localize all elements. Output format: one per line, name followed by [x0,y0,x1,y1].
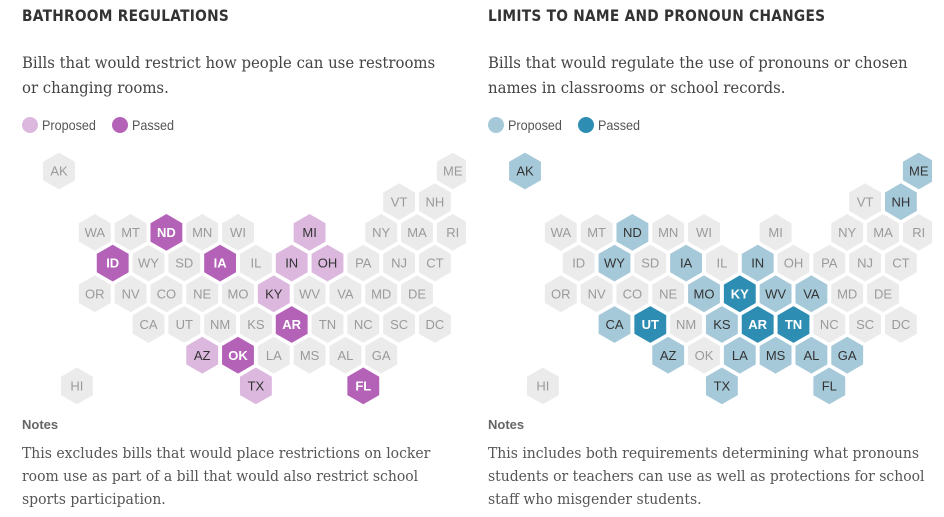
state-hex-fl[interactable] [347,368,379,405]
state-label: HI [70,378,84,394]
state-label: RI [446,225,460,240]
state-label: MO [227,286,249,302]
state-label: TX [247,378,265,394]
state-hex-pa[interactable] [813,245,845,282]
state-hex-ga[interactable] [831,337,863,374]
state-hex-tx[interactable] [706,368,738,405]
state-label: MO [693,286,715,302]
state-hex-nj[interactable] [849,245,881,282]
state-hex-ne[interactable] [186,275,218,312]
state-hex-az[interactable] [186,337,218,374]
state-label: WI [230,225,246,240]
state-hex-wy[interactable] [599,245,631,282]
state-label: MD [837,286,858,302]
state-hex-ms[interactable] [760,337,792,374]
state-label: OK [228,347,248,363]
state-hex-ct[interactable] [419,245,451,282]
state-hex-nd[interactable] [150,214,182,251]
state-label: AR [748,317,768,333]
state-hex-il[interactable] [240,245,272,282]
state-label: AL [337,347,354,363]
state-label: KS [247,317,265,333]
state-hex-fl[interactable] [813,368,845,405]
state-hex-ri[interactable] [903,214,932,251]
state-label: WV [765,286,787,302]
state-label: VA [803,286,820,302]
state-label: OK [694,347,714,363]
state-label: NM [675,317,697,333]
state-hex-tx[interactable] [240,368,272,405]
state-label: DC [891,317,911,333]
state-label: FL [355,378,372,394]
state-hex-wv[interactable] [760,275,792,312]
state-label: IA [679,255,693,271]
state-hex-nc[interactable] [347,306,379,343]
state-label: WI [696,225,712,240]
state-hex-de[interactable] [867,275,899,312]
state-label: UT [175,317,193,333]
state-label: CA [139,317,158,333]
state-label: AZ [659,347,677,363]
state-hex-mn[interactable] [186,214,218,251]
state-hex-ky[interactable] [258,275,290,312]
state-label: ND [623,225,642,240]
state-hex-la[interactable] [258,337,290,374]
legend-label: Proposed [42,117,96,133]
state-hex-ma[interactable] [401,214,433,251]
state-label: VT [856,194,874,210]
state-hex-mi[interactable] [760,214,792,251]
legend-label: Passed [598,117,641,133]
state-label: SC [390,317,409,333]
state-label: CO [622,286,643,302]
state-hex-nm[interactable] [204,306,236,343]
state-label: MI [302,225,317,240]
state-hex-wa[interactable] [545,214,577,251]
state-label: LA [265,347,282,363]
state-hex-ny[interactable] [831,214,863,251]
state-label: NJ [391,255,408,271]
state-label: ME [443,163,463,179]
state-label: UT [641,317,659,333]
state-hex-ms[interactable] [294,337,326,374]
state-hex-dc[interactable] [419,306,451,343]
state-label: NH [425,194,445,210]
legend-label: Passed [132,117,175,133]
panel-title: BATHROOM REGULATIONS [22,6,230,25]
state-hex-mo[interactable] [688,275,720,312]
state-hex-nj[interactable] [383,245,415,282]
state-hex-ok[interactable] [688,337,720,374]
state-hex-ar[interactable] [276,306,308,343]
state-hex-mt[interactable] [581,214,613,251]
state-label: ID [106,255,120,271]
state-label: NE [193,286,212,302]
hex-map-svg [466,0,932,517]
state-hex-ks[interactable] [240,306,272,343]
state-label: MD [371,286,392,302]
state-label: AZ [193,347,211,363]
state-label: DE [873,286,893,302]
state-label: NV [587,286,606,302]
state-hex-ca[interactable] [133,306,165,343]
state-label: DE [407,286,427,302]
state-label: WA [550,225,572,240]
state-label: TX [713,378,731,394]
state-label: RI [912,225,926,240]
state-hex-vt[interactable] [849,183,881,220]
state-hex-il[interactable] [706,245,738,282]
state-hex-id[interactable] [563,245,595,282]
state-hex-dc[interactable] [885,306,917,343]
name-pronoun-changes-panel [466,0,932,517]
hex-map-svg [0,0,466,517]
panel-subtitle: Bills that would restrict how people can use restrooms or changing rooms. [22,53,436,97]
us-hex-map [0,0,466,517]
state-label: NJ [857,255,874,271]
state-label: MN [192,225,213,240]
state-hex-hi[interactable] [61,368,93,405]
state-label: CO [156,286,177,302]
state-label: LA [731,347,748,363]
state-label: GA [837,347,857,363]
state-hex-me[interactable] [437,153,466,190]
state-hex-wa[interactable] [79,214,111,251]
state-hex-wi[interactable] [688,214,720,251]
state-hex-az[interactable] [652,337,684,374]
state-label: IL [716,255,728,271]
state-label: IN [285,255,299,271]
state-hex-mn[interactable] [652,214,684,251]
notes-heading: Notes [488,417,525,432]
state-hex-va[interactable] [795,275,827,312]
state-label: AR [282,317,302,333]
state-label: AK [50,163,68,179]
state-hex-sd[interactable] [168,245,200,282]
state-hex-nh[interactable] [885,183,917,220]
state-hex-ky[interactable] [724,275,756,312]
state-hex-ks[interactable] [706,306,738,343]
state-hex-sc[interactable] [849,306,881,343]
state-hex-de[interactable] [401,275,433,312]
state-hex-nh[interactable] [419,183,451,220]
state-label: ME [909,163,929,179]
state-label: WY [138,255,159,271]
state-label: PA [355,255,372,271]
state-hex-va[interactable] [329,275,361,312]
state-label: NH [891,194,911,210]
state-label: ND [157,225,176,240]
state-label: OH [317,255,338,271]
state-hex-ut[interactable] [634,306,666,343]
state-hex-nv[interactable] [581,275,613,312]
state-hex-co[interactable] [150,275,182,312]
notes-text: This excludes bills that would place restrictions on locker room use as part of a bill that would also restrict school sports participation. [22,444,431,508]
state-hex-ga[interactable] [365,337,397,374]
state-label: OR [85,286,105,302]
state-label: WV [299,286,321,302]
state-hex-in[interactable] [742,245,774,282]
state-hex-in[interactable] [276,245,308,282]
state-label: FL [821,378,837,394]
state-label: MT [587,225,606,240]
state-hex-ut[interactable] [168,306,200,343]
state-hex-nm[interactable] [670,306,702,343]
state-label: MA [407,225,427,240]
state-hex-pa[interactable] [347,245,379,282]
state-label: KY [265,286,283,302]
state-hex-nc[interactable] [813,306,845,343]
state-hex-sc[interactable] [383,306,415,343]
bathroom-regulations-panel [0,0,466,517]
state-hex-sd[interactable] [634,245,666,282]
legend-label: Proposed [508,117,562,133]
notes-text: This includes both requirements determining what pronouns students or teachers can use as well as protections for school staff who misgender students. [488,444,925,508]
state-label: NV [121,286,140,302]
state-label: TN [784,317,803,333]
state-hex-hi[interactable] [527,368,559,405]
state-hex-md[interactable] [831,275,863,312]
state-hex-ma[interactable] [867,214,899,251]
state-hex-mi[interactable] [294,214,326,251]
state-label: WA [84,225,106,240]
state-label: NC [819,317,839,333]
state-hex-nd[interactable] [616,214,648,251]
state-label: HI [536,378,550,394]
panel-title: LIMITS TO NAME AND PRONOUN CHANGES [488,6,826,25]
state-hex-al[interactable] [329,337,361,374]
state-label: WY [604,255,625,271]
state-hex-ca[interactable] [599,306,631,343]
state-hex-tn[interactable] [778,306,810,343]
state-hex-id[interactable] [97,245,129,282]
state-hex-wv[interactable] [294,275,326,312]
state-label: NE [659,286,678,302]
state-label: CT [892,255,910,271]
state-label: NY [372,225,391,240]
state-hex-al[interactable] [795,337,827,374]
state-label: NY [838,225,857,240]
state-hex-wy[interactable] [133,245,165,282]
state-hex-ak[interactable] [509,153,541,190]
state-label: IN [751,255,765,271]
state-hex-vt[interactable] [383,183,415,220]
state-label: SD [641,255,660,271]
notes-heading: Notes [22,417,59,432]
state-label: ID [572,255,586,271]
panel-subtitle: Bills that would regulate the use of pronouns or chosen names in classrooms or school records. [488,53,908,97]
state-label: IA [213,255,227,271]
state-hex-or[interactable] [79,275,111,312]
state-hex-ct[interactable] [885,245,917,282]
state-hex-md[interactable] [365,275,397,312]
state-hex-oh[interactable] [312,245,344,282]
state-label: KY [730,286,749,302]
state-label: CT [426,255,444,271]
state-label: TN [318,317,337,333]
state-label: AK [516,163,534,179]
state-label: MS [299,347,320,363]
state-label: MT [121,225,140,240]
state-hex-ar[interactable] [742,306,774,343]
state-label: VT [390,194,408,210]
state-label: SD [175,255,194,271]
state-label: OH [783,255,804,271]
state-label: MI [768,225,783,240]
state-label: KS [713,317,731,333]
state-hex-nv[interactable] [115,275,147,312]
state-hex-wi[interactable] [222,214,254,251]
state-label: NC [353,317,373,333]
state-label: MS [765,347,786,363]
state-hex-me[interactable] [903,153,932,190]
state-hex-oh[interactable] [778,245,810,282]
state-label: AL [803,347,820,363]
state-label: CA [605,317,624,333]
state-label: GA [371,347,391,363]
state-label: VA [337,286,354,302]
state-label: IL [250,255,262,271]
state-hex-tn[interactable] [312,306,344,343]
state-hex-la[interactable] [724,337,756,374]
state-hex-ak[interactable] [43,153,75,190]
state-label: NM [209,317,231,333]
state-label: MN [658,225,679,240]
state-label: OR [551,286,571,302]
us-hex-map [466,0,932,517]
state-hex-ia[interactable] [670,245,702,282]
state-hex-or[interactable] [545,275,577,312]
state-hex-mo[interactable] [222,275,254,312]
state-label: DC [425,317,445,333]
state-label: MA [873,225,893,240]
state-hex-ia[interactable] [204,245,236,282]
state-hex-ri[interactable] [437,214,466,251]
state-label: SC [856,317,875,333]
state-hex-ok[interactable] [222,337,254,374]
state-hex-ne[interactable] [652,275,684,312]
state-hex-mt[interactable] [115,214,147,251]
state-label: PA [821,255,838,271]
state-hex-co[interactable] [616,275,648,312]
state-hex-ny[interactable] [365,214,397,251]
